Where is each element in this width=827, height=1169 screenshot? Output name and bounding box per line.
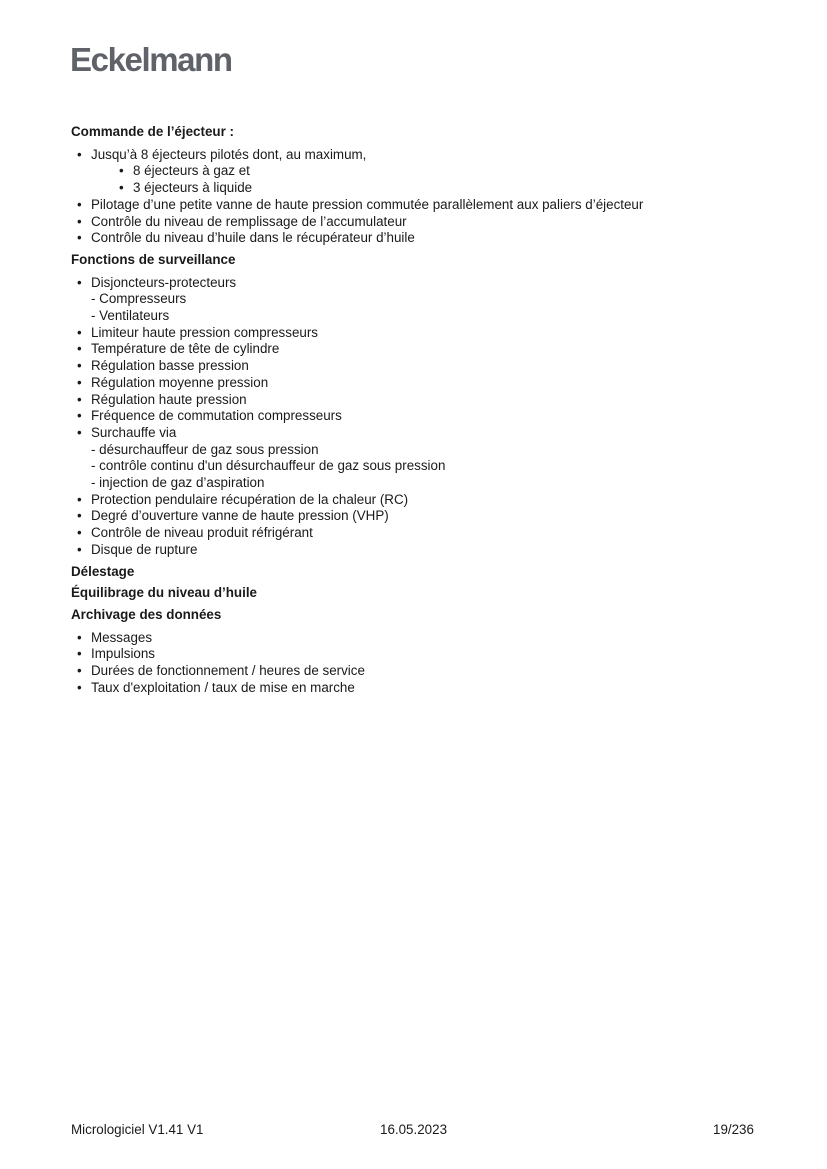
list-item — [71, 275, 771, 325]
ejector-sublist — [91, 163, 771, 196]
list-item: • Contrôle du niveau d’huile dans le récupérateur d’huile — [71, 230, 771, 247]
footer-date: 16.05.2023 — [380, 1122, 448, 1137]
heading-oil-balance: Équilibrage du niveau d’huile — [71, 585, 258, 601]
ejector-list — [71, 147, 771, 247]
list-item: • Durées de fonctionnement / heures de service — [71, 663, 771, 680]
heading-monitoring: Fonctions de surveillance — [71, 251, 236, 267]
heading-ejector-control: Commande de l’éjecteur : — [71, 124, 234, 139]
sub-list-item: • 8 éjecteurs à gaz et — [91, 163, 771, 180]
footer-firmware-version: Micrologiciel V1.41 V1 — [71, 1122, 204, 1137]
heading-load-shedding: Délestage — [71, 563, 135, 579]
list-item: • Degré d’ouverture vanne de haute pression (VHP) — [71, 508, 771, 525]
archiving-list — [71, 630, 771, 697]
list-item-subline: - Ventilateurs — [91, 308, 170, 324]
list-item: • Impulsions — [71, 646, 771, 663]
list-item: • Régulation haute pression — [71, 392, 771, 409]
eckelmann-logo: Eckelmann — [70, 41, 232, 78]
footer-page-number: 19/236 — [713, 1122, 754, 1137]
list-item-text: • Disjoncteurs-protecteurs — [91, 274, 237, 290]
list-item: • Protection pendulaire récupération de la chaleur (RC) — [71, 492, 771, 509]
list-item-text: Jusqu’à 8 éjecteurs pilotés dont, au maximum, — [91, 146, 367, 162]
list-item: • Taux d'exploitation / taux de mise en marche — [71, 680, 771, 697]
list-item: • Limiteur haute pression compresseurs — [71, 325, 771, 342]
list-item: • Fréquence de commutation compresseurs — [71, 408, 771, 425]
list-item-subline: - injection de gaz d’aspiration — [91, 475, 265, 491]
list-item: • Régulation basse pression — [71, 358, 771, 375]
sub-list-item: • 3 éjecteurs à liquide — [91, 180, 771, 197]
list-item: • Contrôle de niveau produit réfrigérant — [71, 525, 771, 542]
monitoring-list — [71, 275, 771, 559]
list-item-subline: - contrôle continu d'un désurchauffeur de gaz sous pression — [91, 458, 446, 474]
list-item: • Régulation moyenne pression — [71, 375, 771, 392]
list-item: • Disque de rupture — [71, 542, 771, 559]
list-item: • Pilotage d’une petite vanne de haute pression commutée parallèlement aux paliers d’éjecteur — [71, 197, 771, 214]
list-item: • Contrôle du niveau de remplissage de l’accumulateur — [71, 214, 771, 231]
list-item-subline: - Compresseurs — [91, 291, 187, 307]
heading-data-archiving: Archivage des données — [71, 606, 222, 622]
list-item: • Messages — [71, 630, 771, 647]
page-content — [71, 124, 771, 697]
list-item: • Température de tête de cylindre — [71, 341, 771, 358]
list-item-subline: - désurchauffeur de gaz sous pression — [91, 441, 319, 457]
list-item — [71, 425, 771, 492]
list-item — [71, 147, 771, 197]
list-item-text: • Surchauffe via — [91, 424, 177, 440]
